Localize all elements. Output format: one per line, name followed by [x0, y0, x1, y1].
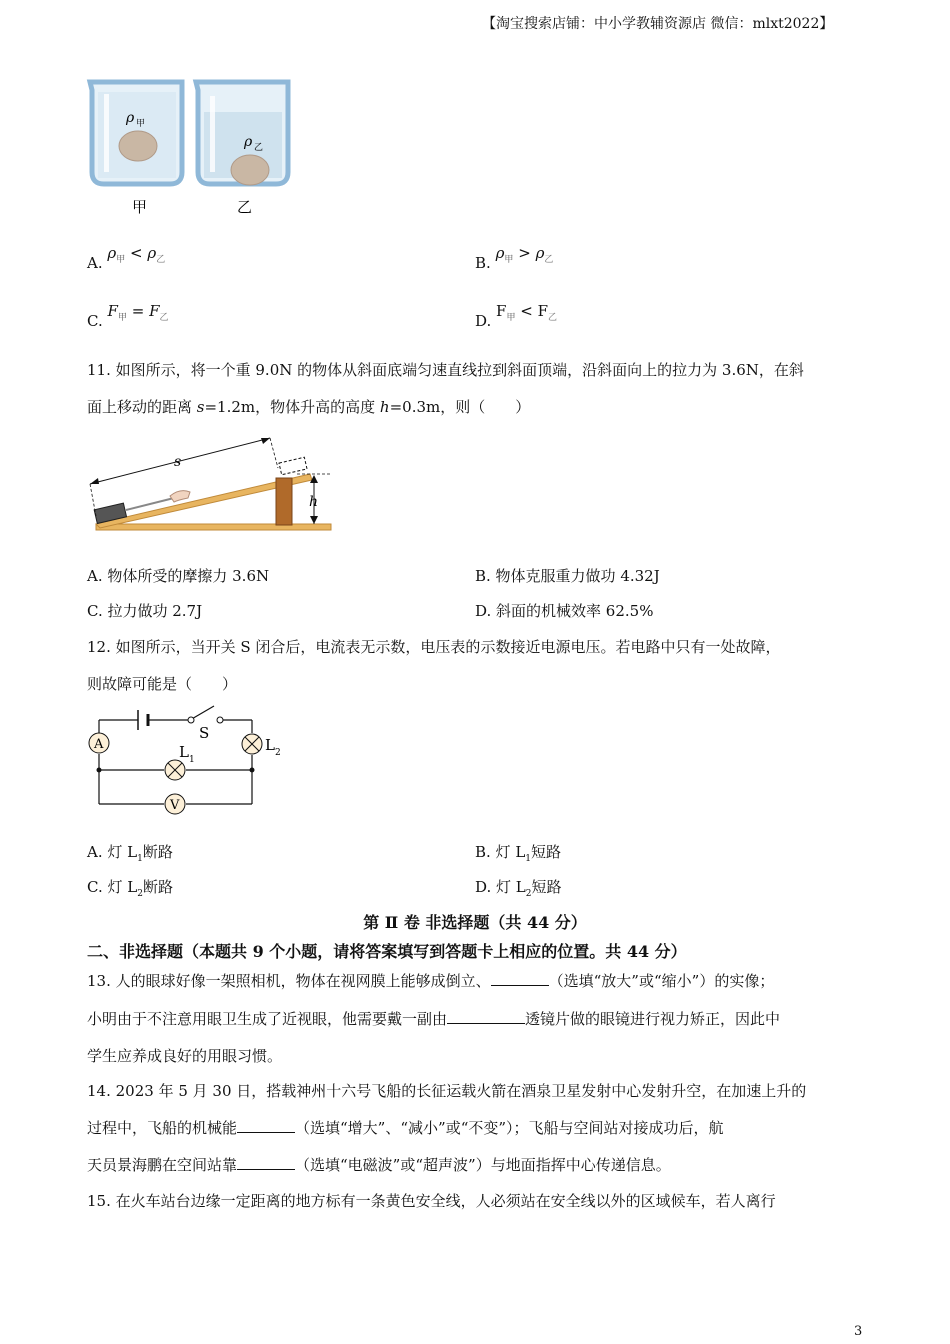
lamp-l2-label: L — [265, 736, 275, 754]
q14-blank-1[interactable] — [237, 1118, 295, 1133]
q12-option-c[interactable] — [87, 877, 173, 904]
q11-var-h: h — [379, 398, 390, 416]
voltmeter-label: V — [170, 798, 180, 813]
option-lhs: ρ — [107, 244, 117, 262]
q11-stem-line2 — [87, 397, 530, 417]
q13-blank-2[interactable] — [447, 1009, 525, 1024]
beaker-right-label: 乙 — [237, 198, 253, 216]
option-lhs: F — [496, 302, 507, 320]
ammeter-label: A — [94, 737, 104, 752]
option-lhs: F — [107, 302, 118, 320]
q13-text-d: 透镜片做的眼镜进行视力矫正，因此中 — [525, 1010, 781, 1028]
q12-option-d[interactable] — [475, 877, 562, 904]
option-op: > — [518, 244, 531, 262]
option-op: < — [130, 244, 143, 262]
switch-pivot — [188, 717, 194, 723]
option-pre: B. 灯 L — [475, 843, 526, 861]
section2-part-heading: 二、非选择题（本题共 9 个小题，请将答案填写到答题卡上相应的位置。共 44 分） — [87, 942, 687, 961]
lamp-l1-sub: 1 — [189, 755, 195, 765]
option-rhs: ρ — [535, 244, 545, 262]
q10-option-c[interactable] — [87, 302, 169, 330]
q15-line1: 15. 在火车站台边缘一定距离的地方标有一条黄色安全线，人必须站在安全线以外的区域候车，若人离行 — [87, 1192, 776, 1210]
q11-text-b: =1.2m，物体升高的高度 — [204, 398, 380, 416]
beaker-yi — [196, 82, 288, 185]
option-pre: C. 灯 L — [87, 878, 138, 896]
q14-line2 — [87, 1118, 724, 1138]
beaker-yi-rho: ρ — [244, 134, 253, 150]
section2-title: 第 Ⅱ 卷 非选择题（共 44 分） — [363, 913, 587, 932]
option-post: 断路 — [142, 878, 173, 896]
page-number: 3 — [854, 1324, 863, 1339]
option-op: < — [520, 302, 533, 320]
q13-text-c: 小明由于不注意用眼卫生成了近视眼，他需要戴一副由 — [87, 1010, 448, 1028]
q11-text-c: =0.3m，则（ ） — [389, 398, 531, 416]
q11-option-a[interactable]: A. 物体所受的摩擦力 3.6N — [87, 567, 270, 585]
option-lhs: ρ — [495, 244, 505, 262]
lamp-l1-label: L — [179, 743, 189, 761]
option-sub: 2 — [137, 889, 143, 899]
option-op: = — [131, 302, 145, 320]
q14-blank-2[interactable] — [237, 1155, 295, 1170]
q11-stem-line1: 11. 如图所示，将一个重 9.0N 的物体从斜面底端匀速直线拉到斜面顶端，沿斜面向上的拉力为 3.6N，在斜 — [87, 361, 804, 379]
option-pre: A. 灯 L — [87, 843, 138, 861]
q12-option-a[interactable] — [87, 842, 173, 869]
q10-option-d[interactable] — [475, 302, 558, 330]
q14-line3 — [87, 1155, 671, 1175]
option-lhs-sub: 甲 — [506, 313, 516, 323]
incline-h-label: h — [309, 494, 319, 510]
option-rhs: F — [537, 302, 549, 320]
option-rhs-sub: 乙 — [159, 313, 169, 323]
incline-s-label: s — [174, 454, 182, 470]
q12-circuit-figure — [84, 700, 304, 830]
option-rhs-sub: 乙 — [548, 313, 558, 323]
q11-option-c[interactable]: C. 拉力做功 2.7J — [87, 602, 203, 620]
option-post: 短路 — [531, 843, 562, 861]
option-pre: D. 灯 L — [475, 878, 526, 896]
q13-text-b: （选填“放大”或“缩小”）的实像； — [548, 972, 775, 990]
option-letter: C. — [87, 312, 103, 330]
q13-blank-1[interactable] — [491, 971, 549, 986]
beaker-jia — [90, 82, 182, 184]
q10-option-a[interactable] — [87, 244, 166, 272]
option-lhs-sub: 甲 — [117, 313, 127, 323]
option-rhs-sub: 乙 — [544, 255, 554, 265]
q11-var-s: s — [196, 398, 205, 416]
junction-right — [250, 768, 255, 773]
q13-line1 — [87, 971, 774, 991]
q13-text-a: 13. 人的眼球好像一架照相机，物体在视网膜上能够成倒立、 — [87, 972, 491, 990]
switch-contact — [217, 717, 223, 723]
beaker-left-label: 甲 — [132, 198, 148, 216]
option-letter: A. — [87, 254, 103, 272]
q14-text-a: 过程中，飞船的机械能 — [87, 1119, 238, 1137]
q11-text-a: 面上移动的距离 — [87, 398, 197, 416]
option-letter: D. — [475, 312, 492, 330]
q14-line1: 14. 2023 年 5 月 30 日，搭载神州十六号飞船的长征运载火箭在酒泉卫星发射中心发射升空，在加速上升的 — [87, 1082, 807, 1100]
q12-stem-line2: 则故障可能是（ ） — [87, 675, 238, 693]
option-letter: B. — [475, 254, 491, 272]
q12-stem-line1: 12. 如图所示，当开关 S 闭合后，电流表无示数，电压表的示数接近电源电压。若电路中只有一处故障， — [87, 638, 781, 656]
option-sub: 1 — [525, 854, 532, 864]
q12-option-b[interactable] — [475, 842, 561, 869]
q10-option-b[interactable] — [475, 244, 554, 272]
option-sub: 1 — [137, 854, 143, 864]
q11-option-b[interactable]: B. 物体克服重力做功 4.32J — [475, 567, 660, 585]
q14-text-d: （选填“电磁波”或“超声波”）与地面指挥中心传递信息。 — [295, 1156, 671, 1174]
option-rhs-sub: 乙 — [156, 255, 166, 265]
option-sub: 2 — [525, 889, 532, 899]
beaker-jia-rho: ρ — [126, 110, 135, 126]
switch-label: S — [199, 724, 210, 742]
q14-text-b: （选填“增大”、“减小”或“不变”）；飞船与空间站对接成功后，航 — [295, 1119, 724, 1137]
q13-line3: 学生应养成良好的用眼习惯。 — [87, 1047, 283, 1065]
option-rhs: F — [149, 302, 160, 320]
q14-text-c: 天员景海鹏在空间站靠 — [87, 1156, 238, 1174]
beaker-jia-sub: 甲 — [136, 119, 146, 129]
lamp-l2-sub: 2 — [275, 748, 281, 758]
option-rhs: ρ — [147, 244, 157, 262]
q11-incline-figure — [82, 426, 342, 536]
option-lhs-sub: 甲 — [116, 255, 126, 265]
q10-beakers-figure — [82, 72, 302, 222]
junction-left — [97, 768, 102, 773]
q13-line2 — [87, 1009, 780, 1029]
option-post: 断路 — [142, 843, 173, 861]
option-post: 短路 — [531, 878, 562, 896]
header-note: 【淘宝搜索店铺：中小学教辅资源店 微信：mlxt2022】 — [482, 16, 834, 32]
beaker-yi-sub: 乙 — [254, 143, 264, 153]
option-lhs-sub: 甲 — [504, 255, 514, 265]
q11-option-d[interactable]: D. 斜面的机械效率 62.5% — [475, 602, 654, 620]
